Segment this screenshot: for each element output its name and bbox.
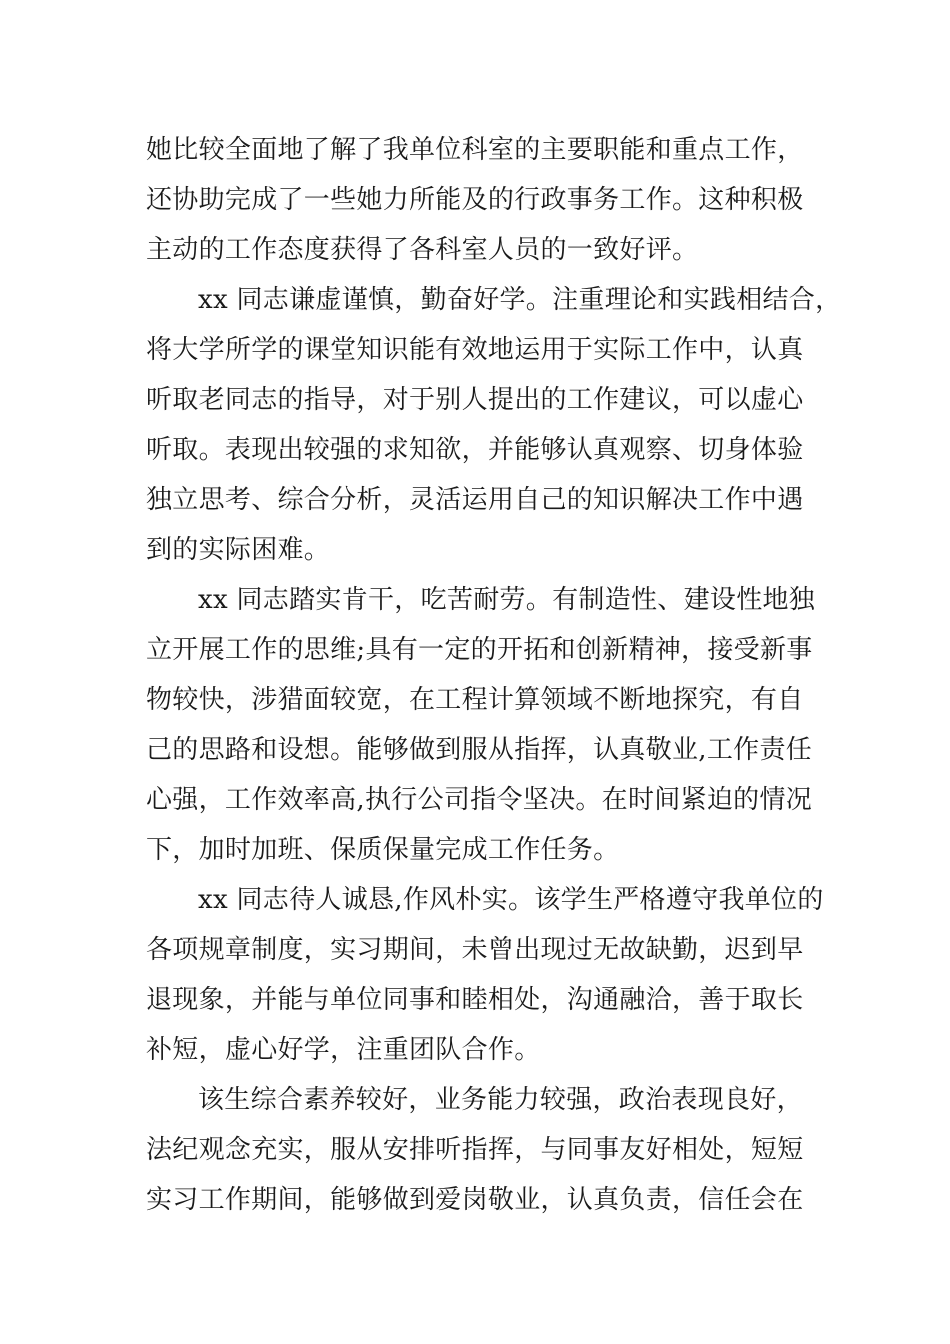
text-line: 心强，工作效率高,执行公司指令坚决。在时间紧迫的情况 [146, 785, 813, 815]
text-line: 实习工作期间，能够做到爱岗敬业，认真负责，信任会在 [146, 1185, 804, 1215]
text-line: 听取老同志的指导，对于别人提出的工作建议，可以虚心 [146, 385, 804, 415]
text-line: 下，加时加班、保质保量完成工作任务。 [146, 835, 620, 865]
text-line: 物较快，涉猎面较宽，在工程计算领域不断地探究，有自 [146, 685, 804, 715]
text-line: 各项规章制度，实习期间，未曾出现过无故缺勤，迟到早 [146, 935, 804, 965]
paragraph-first-line: 该生综合素养较好，业务能力较强，政治表现良好， [198, 1085, 803, 1115]
text-line: 将大学所学的课堂知识能有效地运用于实际工作中，认真 [146, 335, 804, 365]
text-line: 补短，虚心好学，注重团队合作。 [146, 1035, 541, 1065]
text-line: 她比较全面地了解了我单位科室的主要职能和重点工作， [146, 135, 804, 165]
paragraph-first-line: xx 同志踏实肯干，吃苦耐劳。有制造性、建设性地独 [198, 585, 816, 615]
text-line: 还协助完成了一些她力所能及的行政事务工作。这种积极 [146, 185, 804, 215]
text-line: 主动的工作态度获得了各科室人员的一致好评。 [146, 235, 699, 265]
text-line: 立开展工作的思维;具有一定的开拓和创新精神，接受新事 [146, 635, 813, 665]
paragraph-first-line: xx 同志谦虚谨慎，勤奋好学。注重理论和实践相结合， [198, 285, 842, 315]
text-line: 法纪观念充实，服从安排听指挥，与同事友好相处，短短 [146, 1135, 804, 1165]
text-line: 退现象，并能与单位同事和睦相处，沟通融洽，善于取长 [146, 985, 804, 1015]
text-line: 己的思路和设想。能够做到服从指挥，认真敬业,工作责任 [146, 735, 813, 765]
paragraph-first-line: xx 同志待人诚恳,作风朴实。该学生严格遵守我单位的 [198, 885, 824, 915]
text-line: 听取。表现出较强的求知欲，并能够认真观察、切身体验 [146, 435, 804, 465]
text-line: 独立思考、综合分析，灵活运用自己的知识解决工作中遇 [146, 485, 804, 515]
text-line: 到的实际困难。 [146, 535, 331, 565]
